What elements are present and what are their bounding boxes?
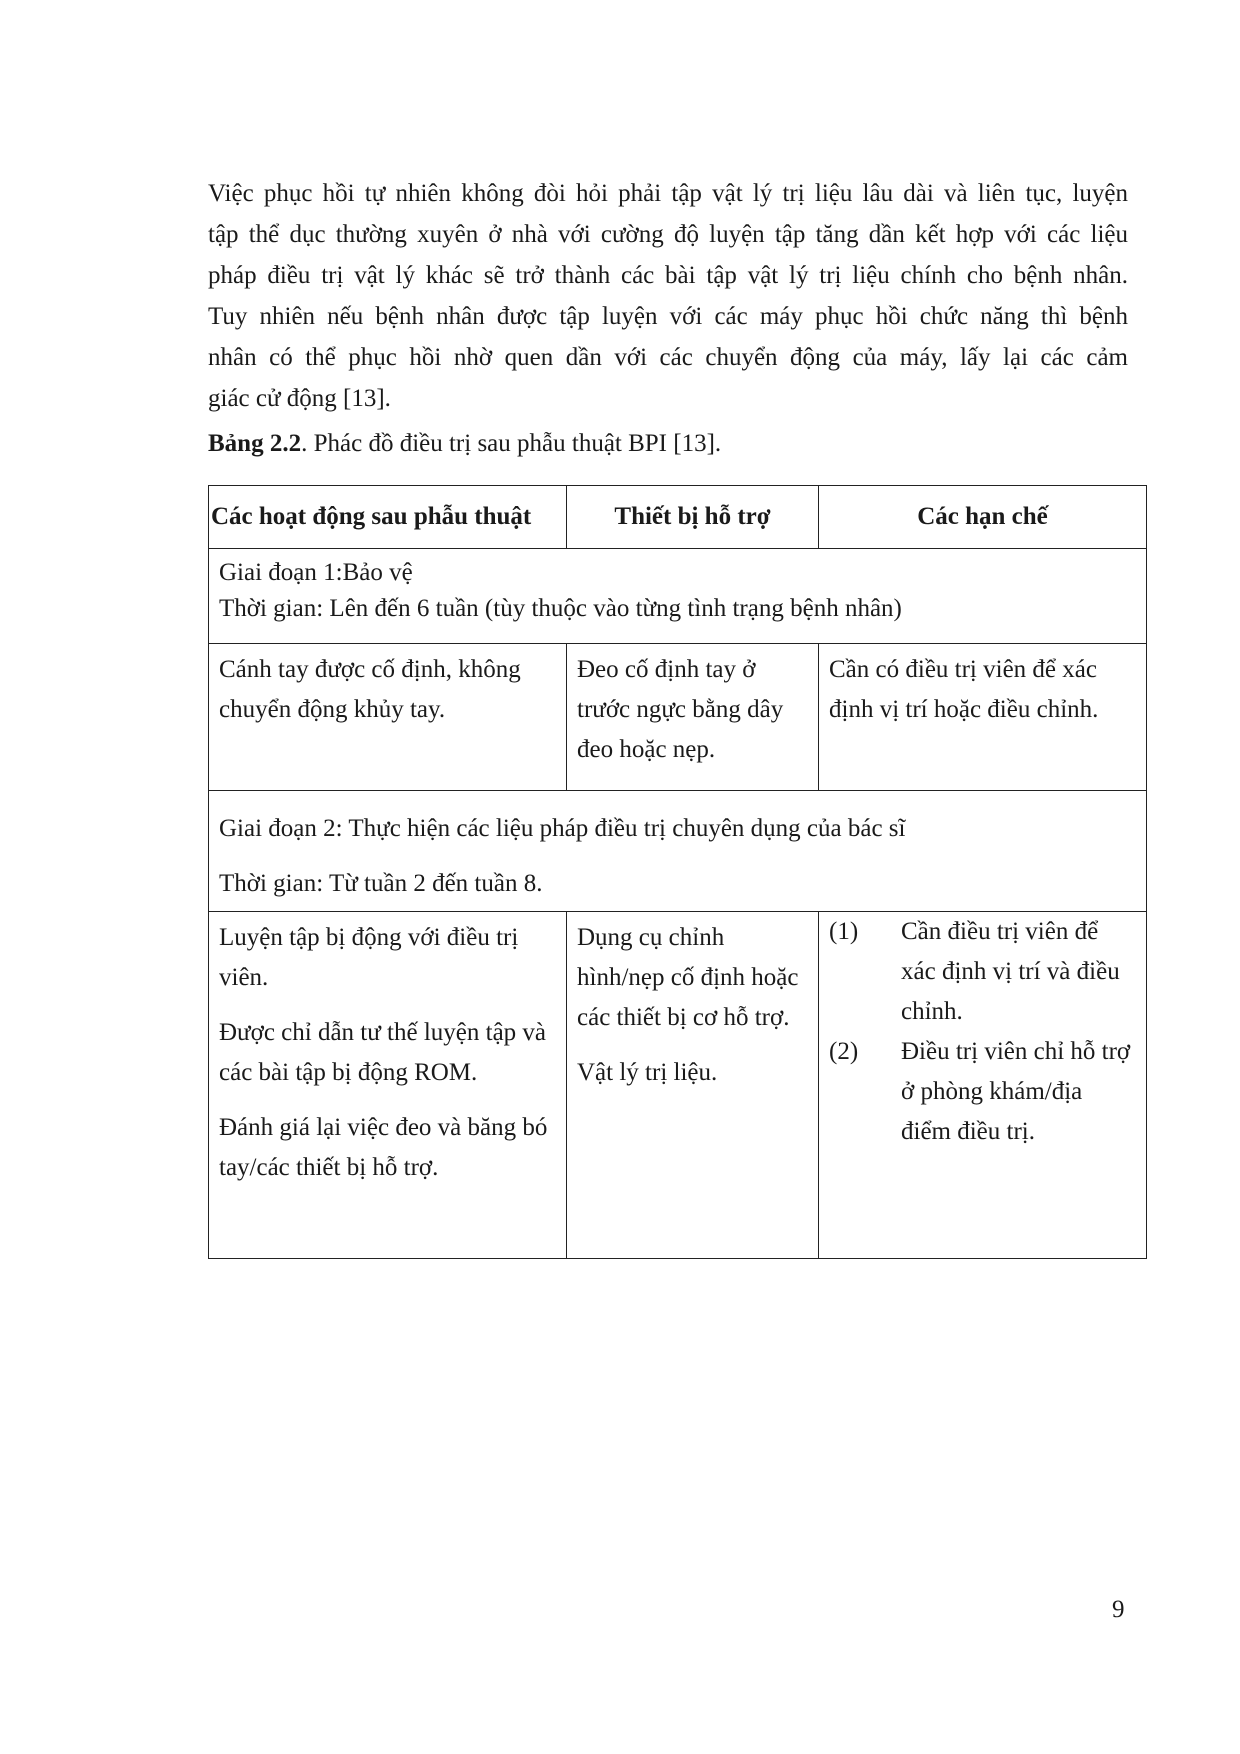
paragraph-line: tập thể dục thường xuyên ở nhà với cường độ luyện tập tăng dần kết hợp với các liệu	[208, 221, 1128, 248]
stage2-activity: Đánh giá lại việc đeo và băng bó tay/các thiết bị hỗ trợ.	[219, 1114, 548, 1181]
header-devices: Thiết bị hỗ trợ	[567, 486, 819, 549]
header-limitations: Các hạn chế	[819, 486, 1147, 549]
stage1-limitation-cell	[819, 644, 1147, 791]
paragraph-line: Việc phục hồi tự nhiên không đòi hỏi phải tập vật lý trị liệu lâu dài và liên tục, luyện	[208, 180, 1128, 207]
stage2-limitation-item	[829, 1032, 1136, 1152]
paragraph-line: pháp điều trị vật lý khác sẽ trở thành các bài tập vật lý trị liệu chính cho bệnh nhân.	[208, 262, 1128, 289]
table-caption	[208, 427, 721, 461]
paragraph-line: Tuy nhiên nếu bệnh nhân được tập luyện với các máy phục hồi chức năng thì bệnh	[208, 303, 1128, 330]
stage1-time: Thời gian: Lên đến 6 tuần (tùy thuộc vào từng tình trạng bệnh nhân)	[219, 595, 902, 622]
header-activities: Các hoạt động sau phẫu thuật	[209, 486, 567, 549]
stage2-limitation-item	[829, 912, 1136, 1032]
stage2-limitation-cell	[819, 912, 1147, 1259]
stage2-row	[209, 791, 1147, 912]
stage2-cell	[209, 791, 1147, 912]
stage2-detail-row	[209, 912, 1147, 1259]
stage2-activity-cell	[209, 912, 567, 1259]
stage2-device-cell	[567, 912, 819, 1259]
limitation-text: Cần điều trị viên để xác định vị trí và điều chỉnh.	[901, 918, 1120, 1025]
stage1-cell	[209, 549, 1147, 644]
stage1-title: Giai đoạn 1:Bảo vệ	[219, 559, 413, 586]
treatment-protocol-table	[208, 485, 1147, 1259]
caption-text: . Phác đồ điều trị sau phẫu thuật BPI [13].	[301, 430, 722, 457]
limitation-text: Điều trị viên chỉ hỗ trợ ở phòng khám/địa điểm điều trị.	[901, 1038, 1131, 1145]
stage1-device-cell	[567, 644, 819, 791]
stage2-activity: Luyện tập bị động với điều trị viên.	[219, 924, 519, 991]
stage2-device: Vật lý trị liệu.	[577, 1059, 718, 1086]
stage1-limitation: Cần có điều trị viên để xác định vị trí hoặc điều chỉnh.	[829, 656, 1099, 723]
paragraph-line: nhân có thể phục hồi nhờ quen dần với các chuyển động của máy, lấy lại các cảm	[208, 344, 1128, 371]
table-header-row	[209, 486, 1147, 549]
limitation-number: (2)	[829, 1038, 859, 1065]
stage2-activity: Được chỉ dẫn tư thế luyện tập và các bài tập bị động ROM.	[219, 1019, 547, 1086]
stage2-title: Giai đoạn 2: Thực hiện các liệu pháp điều trị chuyên dụng của bác sĩ	[219, 815, 906, 842]
stage1-device: Đeo cố định tay ở trước ngực bằng dây đeo hoặc nẹp.	[577, 656, 784, 763]
page-number: 9	[1112, 1596, 1125, 1623]
stage1-activity-cell	[209, 644, 567, 791]
stage1-row	[209, 549, 1147, 644]
stage2-device: Dụng cụ chỉnh hình/nẹp cố định hoặc các thiết bị cơ hỗ trợ.	[577, 924, 799, 1031]
stage1-detail-row	[209, 644, 1147, 791]
caption-label: Bảng 2.2	[208, 430, 302, 457]
limitation-number: (1)	[829, 918, 859, 945]
paragraph-line: giác cử động [13].	[208, 385, 391, 412]
body-paragraph	[208, 173, 1128, 419]
stage2-time: Thời gian: Từ tuần 2 đến tuần 8.	[219, 870, 543, 897]
stage1-activity: Cánh tay được cố định, không chuyển động khủy tay.	[219, 656, 521, 723]
